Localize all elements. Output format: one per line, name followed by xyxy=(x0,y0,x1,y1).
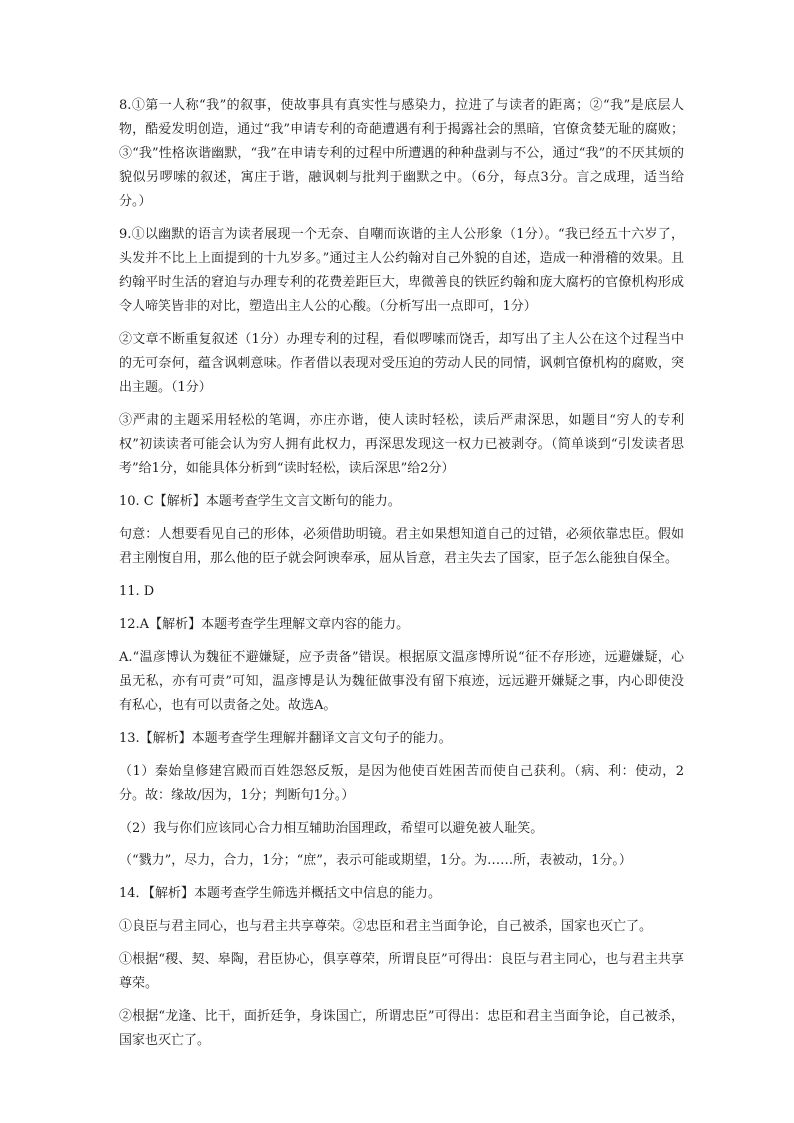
answer-14-point-1: ①根据“稷、契、皋陶，君臣协心，俱享尊荣，所谓良臣”可得出：良臣与君主同心，也与君主共享尊荣。 xyxy=(119,952,684,991)
answer-13-part-2-scoring: （“戮力”，尽力，合力，1分；“庶”，表示可能或期望，1分。为……所，表被动，1分。） xyxy=(119,853,632,868)
answer-sheet xyxy=(119,94,684,1062)
answer-12: 12.A【解析】本题考查学生理解文章内容的能力。 xyxy=(119,617,410,632)
answer-13-part-1: （1）秦始皇修建宫殿而百姓怨怒反叛，是因为他使百姓困苦而使自己获利。（病、利：使动，2分。故：缘故/因为，1分；判断句1分。） xyxy=(119,764,684,803)
answer-9-part-1: 9.①以幽默的语言为读者展现一个无奈、自嘲而诙谐的主人公形象（1分）。“我已经五十六岁了，头发并不比上上面提到的十九岁多。”通过主人公约翰对自己外貌的自述，造成一种滑稽的效果。且约翰平时生活的窘迫与办理专利的花费差距巨大，卑微善良的铁匠约翰和庞大腐朽的官僚机构形成令人啼笑皆非的对比，塑造出主人公的心酸。（分析写出一点即可，1分） xyxy=(119,227,684,314)
answer-10: 10. C【解析】本题考查学生文言文断句的能力。 xyxy=(119,494,401,509)
answer-9-part-3: ③严肃的主题采用轻松的笔调，亦庄亦谐，使人读时轻松，读后严肃深思，如题目“穷人的专利权”初读读者可能会认为穷人拥有此权力，再深思发现这一权力已被剥夺。（简单谈到“引发读者思考”给1分，如能具体分析到“读时轻松，读后深思”给2分） xyxy=(119,413,684,476)
answer-12-explanation: A.“温彦博认为魏征不避嫌疑，应予责备”错误。根据原文温彦博所说“征不存形迹，远避嫌疑，心虽无私，亦有可责”可知，温彦博是认为魏征做事没有留下痕迹，远远避开嫌疑之事，内心即使没有私心，也有可以责备之处。故选A。 xyxy=(119,650,684,713)
answer-13: 13.【解析】本题考查学生理解并翻译文言文句子的能力。 xyxy=(119,731,452,746)
answer-14: 14．【解析】本题考查学生筛选并概括文中信息的能力。 xyxy=(119,886,442,901)
answer-14-point-2: ②根据“龙逢、比干，面折廷争，身诛国亡，所谓忠臣”可得出：忠臣和君主当面争论，自己被杀，国家也灭亡了。 xyxy=(119,1009,684,1048)
answer-14-summary: ①良臣与君主同心，也与君主共享尊荣。②忠臣和君主当面争论，自己被杀，国家也灭亡了。 xyxy=(119,919,653,934)
answer-11: 11. D xyxy=(119,584,155,599)
answer-10-explanation: 句意：人想要看见自己的形体，必须借助明镜。君主如果想知道自己的过错，必须依靠忠臣。假如君主刚愎自用，那么他的臣子就会阿谀奉承，屈从旨意，君主失去了国家，臣子怎么能独自保全。 xyxy=(119,527,684,566)
answer-13-part-2: （2）我与你们应该同心合力相互辅助治国理政，希望可以避免被人耻笑。 xyxy=(119,821,544,836)
answer-8: 8.①第一人称“我”的叙事，使故事具有真实性与感染力，拉进了与读者的距离；②“我”是底层人物，酷爱发明创造，通过“我”申请专利的奇葩遭遇有利于揭露社会的黑暗，官僚贪婪无耻的腐败；③“我”性格诙谐幽默，“我”在申请专利的过程中所遭遇的种种盘剥与不公，通过“我”的不厌其烦的貌似另啰嗦的叙述，寓庄于谐，融讽刺与批判于幽默之中。（6分，每点3分。言之成理，适当给分。） xyxy=(119,98,684,209)
answer-9-part-2: ②文章不断重复叙述（1分）办理专利的过程，看似啰嗦而饶舌，却写出了主人公在这个过程当中的无可奈何，蕴含讽刺意味。作者借以表现对受压迫的劳动人民的同情，讽刺官僚机构的腐败，突出主题。（1分） xyxy=(119,332,684,395)
